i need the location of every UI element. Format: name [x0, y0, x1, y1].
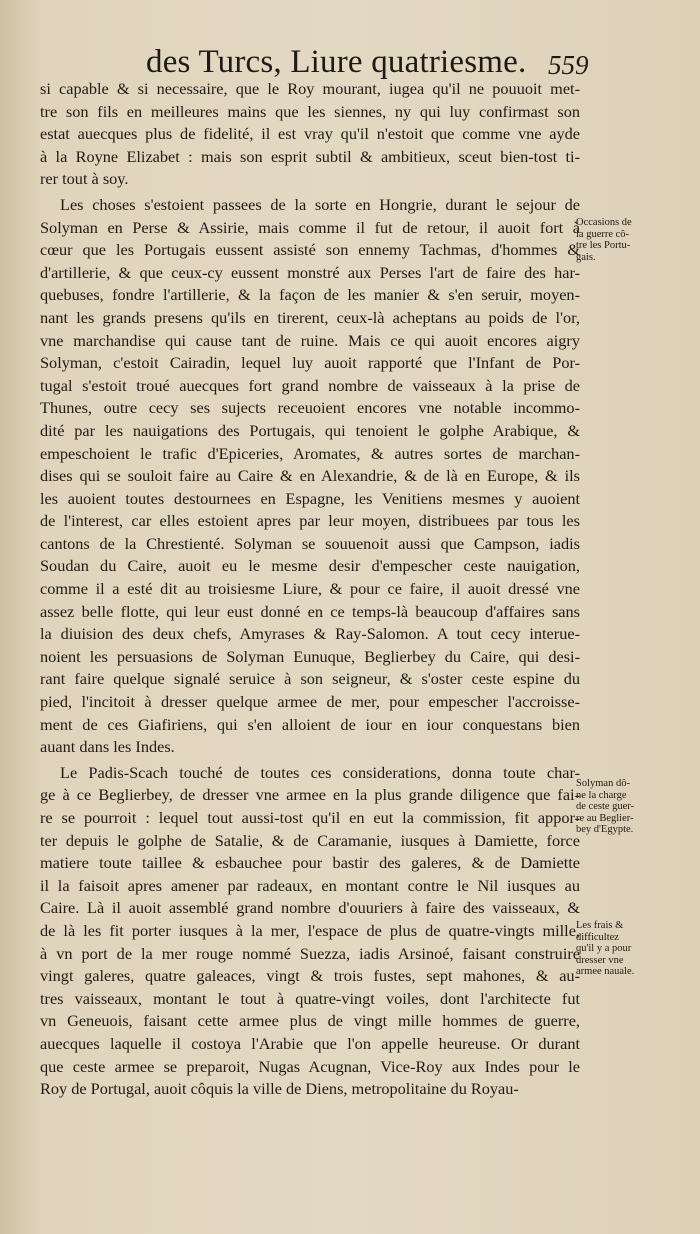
margin-note-line: difficultez — [576, 931, 619, 943]
margin-note-line: de ceste guer- — [576, 801, 635, 812]
text-line: ter depuis le golphe de Satalie, & de Caramanie, iusques à Damiette, force — [40, 830, 580, 850]
text-line: tugal s'estoit troué auecques fort grand nombre de vaisseaux à la prise de — [40, 375, 580, 395]
text-line: tre son fils en meilleures mains que les siennes, ny qui luy confirmast son — [40, 101, 580, 121]
text-line: noient les persuasions de Solyman Eunuque, Beglierbey du Caire, qui desi- — [40, 646, 580, 666]
text-line: re se pourroit : lequel tout aussi-tost qu'il en eut la commission, fit appor- — [40, 808, 580, 827]
text-line: cœur que les Portugais eussent assisté son ennemy Tachmas, d'hommes & — [40, 240, 580, 260]
text-line: auecques laquelle il costoya l'Arabie que l'on appelle heureuse. Or durant — [40, 1033, 580, 1053]
text-line: rer tout à soy. — [40, 169, 129, 189]
margin-note-line: re au Beglier- — [576, 812, 634, 824]
text-line: si capable & si necessaire, que le Roy mourant, iugea qu'il ne pouuoit met- — [40, 79, 580, 98]
text-line: Solyman en Perse & Assirie, mais comme il fut de retour, il auoit fort à — [40, 217, 580, 237]
running-title: des Turcs, Liure quatriesme. — [146, 44, 527, 80]
text-line: auant dans les Indes. — [40, 737, 175, 757]
text-line: rant faire quelque signalé seruice à son seigneur, & s'oster ceste espine du — [40, 669, 580, 689]
text-line: matiere toute taillee & esbauchee pour bastir des galeres, & de Damiette — [40, 853, 580, 873]
text-line: assez belle flotte, qui leur eust donné en ce temps-là beaucoup d'affaires sans — [40, 601, 580, 621]
text-line: à vn port de la mer rouge nommé Suezza, iadis Arsinoé, faisant construire — [40, 943, 580, 963]
text-line: Soudan du Caire, auoit eu le mesme desir d'empescher ceste nauigation, — [40, 556, 580, 576]
text-line: Caire. Là il auoit assemblé grand nombre d'ouuriers à faire des vaisseaux, & — [40, 898, 580, 918]
text-line: Roy de Portugal, auoit côquis la ville de Diens, metropolitaine du Royau- — [40, 1079, 519, 1099]
text-line: quebuses, fondre l'artillerie, & la façon de les manier & s'en seruir, moyen- — [40, 285, 580, 305]
text-line: vne marchandise qui cause tant de ruine. Mais ce qui auoit encores aigry — [40, 330, 580, 350]
text-line: vn Geneuois, faisant cette armee plus de vingt mille hommes de guerre, — [40, 1011, 580, 1031]
text-line: pied, l'incitoit à dresser quelque armee de mer, pour empescher l'accroisse- — [40, 692, 580, 712]
text-line: que ceste armee se preparoit, Nugas Acugnan, Vice-Roy aux Indes pour le — [40, 1056, 580, 1076]
text-line: il la faisoit apres amener par radeaux, en montant contre le Nil iusques au — [40, 875, 580, 895]
text-line: estat auecques plus de fidelité, il est vray qu'il n'estoit que comme vne ayde — [40, 124, 580, 144]
text-line: dises qui se souloit faire au Caire & en Alexandrie, & de là en Europe, & ils — [40, 466, 580, 486]
text-line: Le Padis-Scach touché de toutes ces considerations, donna toute char- — [60, 762, 580, 782]
margin-note-line: Occasions de — [576, 217, 632, 228]
text-line: à la Royne Elizabet : mais son esprit subtil & ambitieux, sceut bien-tost ti- — [40, 146, 580, 166]
text-line: Solyman, c'estoit Cairadin, lequel luy auoit rapporté que l'Infant de Por- — [40, 353, 580, 373]
text-line: dité par les nauigations des Portugais, qui tenoient le golphe Arabique, & — [40, 420, 580, 440]
text-line: Thunes, outre cecy ses sujects receuoient encores vne notable incommo- — [40, 398, 580, 418]
margin-note-line: gais. — [576, 251, 596, 263]
margin-note-line: tre les Portu- — [576, 240, 631, 251]
text-line: vingt galeres, quatre galeaces, vingt & trois fustes, sept mahones, & au- — [40, 966, 580, 986]
margin-note-line: Les frais & — [576, 920, 624, 931]
text-line: comme il a esté dit au troisiesme Liure, & pour ce faire, il auoit dressé vne — [40, 579, 580, 599]
text-line: les auoient toutes destournees en Espagne, les Venitiens mesmes y auoient — [40, 488, 580, 508]
margin-note-line: armee nauale. — [576, 966, 635, 977]
body-text — [40, 78, 580, 1101]
margin-note-line: qu'il y a pour — [576, 943, 632, 954]
margin-note-line: ne la charge — [576, 789, 627, 801]
text-line: de là les fit porter iusques à la mer, l'espace de plus de quatre-vingts mille, — [40, 920, 580, 940]
page-number: 559 — [548, 50, 589, 80]
margin-note-line: dresser vne — [576, 954, 624, 966]
margin-note-solyman-charge — [576, 778, 696, 836]
text-line: de l'interest, car elles estoient apres par leur moyen, distribuees par tous les — [40, 511, 580, 531]
text-line: empeschoient le trafic d'Epiceries, Aromates, & autres sortes de marchan- — [40, 443, 580, 463]
margin-note-frais — [576, 920, 696, 978]
text-line: ment de ces Giafiriens, qui s'en alloient de iour en iour conquestans bien — [40, 714, 580, 734]
margin-note-line: Solyman dô- — [576, 778, 630, 789]
text-line: Les choses s'estoient passees de la sorte en Hongrie, durant le sejour de — [60, 194, 580, 214]
text-line: nant les grands presens qu'ils en tirerent, ceux-là acheptans au poids de l'or, — [40, 307, 580, 327]
text-line: cantons de la Chrestienté. Solyman se souuenoit aussi que Campson, iadis — [40, 533, 580, 553]
text-line: d'artillerie, & que ceux-cy eussent monstré aux Perses l'art de faire des har- — [40, 262, 580, 282]
margin-note-line: bey d'Egypte. — [576, 824, 634, 835]
text-line: la diuision des deux chefs, Amyrases & Ray-Salomon. A tout cecy interue- — [40, 624, 580, 644]
margin-note-line: la guerre cô- — [576, 228, 630, 240]
margin-note-occasions — [576, 217, 696, 263]
text-line: ge à ce Beglierbey, de dresser vne armee en la plus grande diligence que fai- — [40, 785, 580, 805]
text-line: tres vaisseaux, montant le tout à quatre-vingt voiles, dont l'architecte fut — [40, 988, 580, 1008]
